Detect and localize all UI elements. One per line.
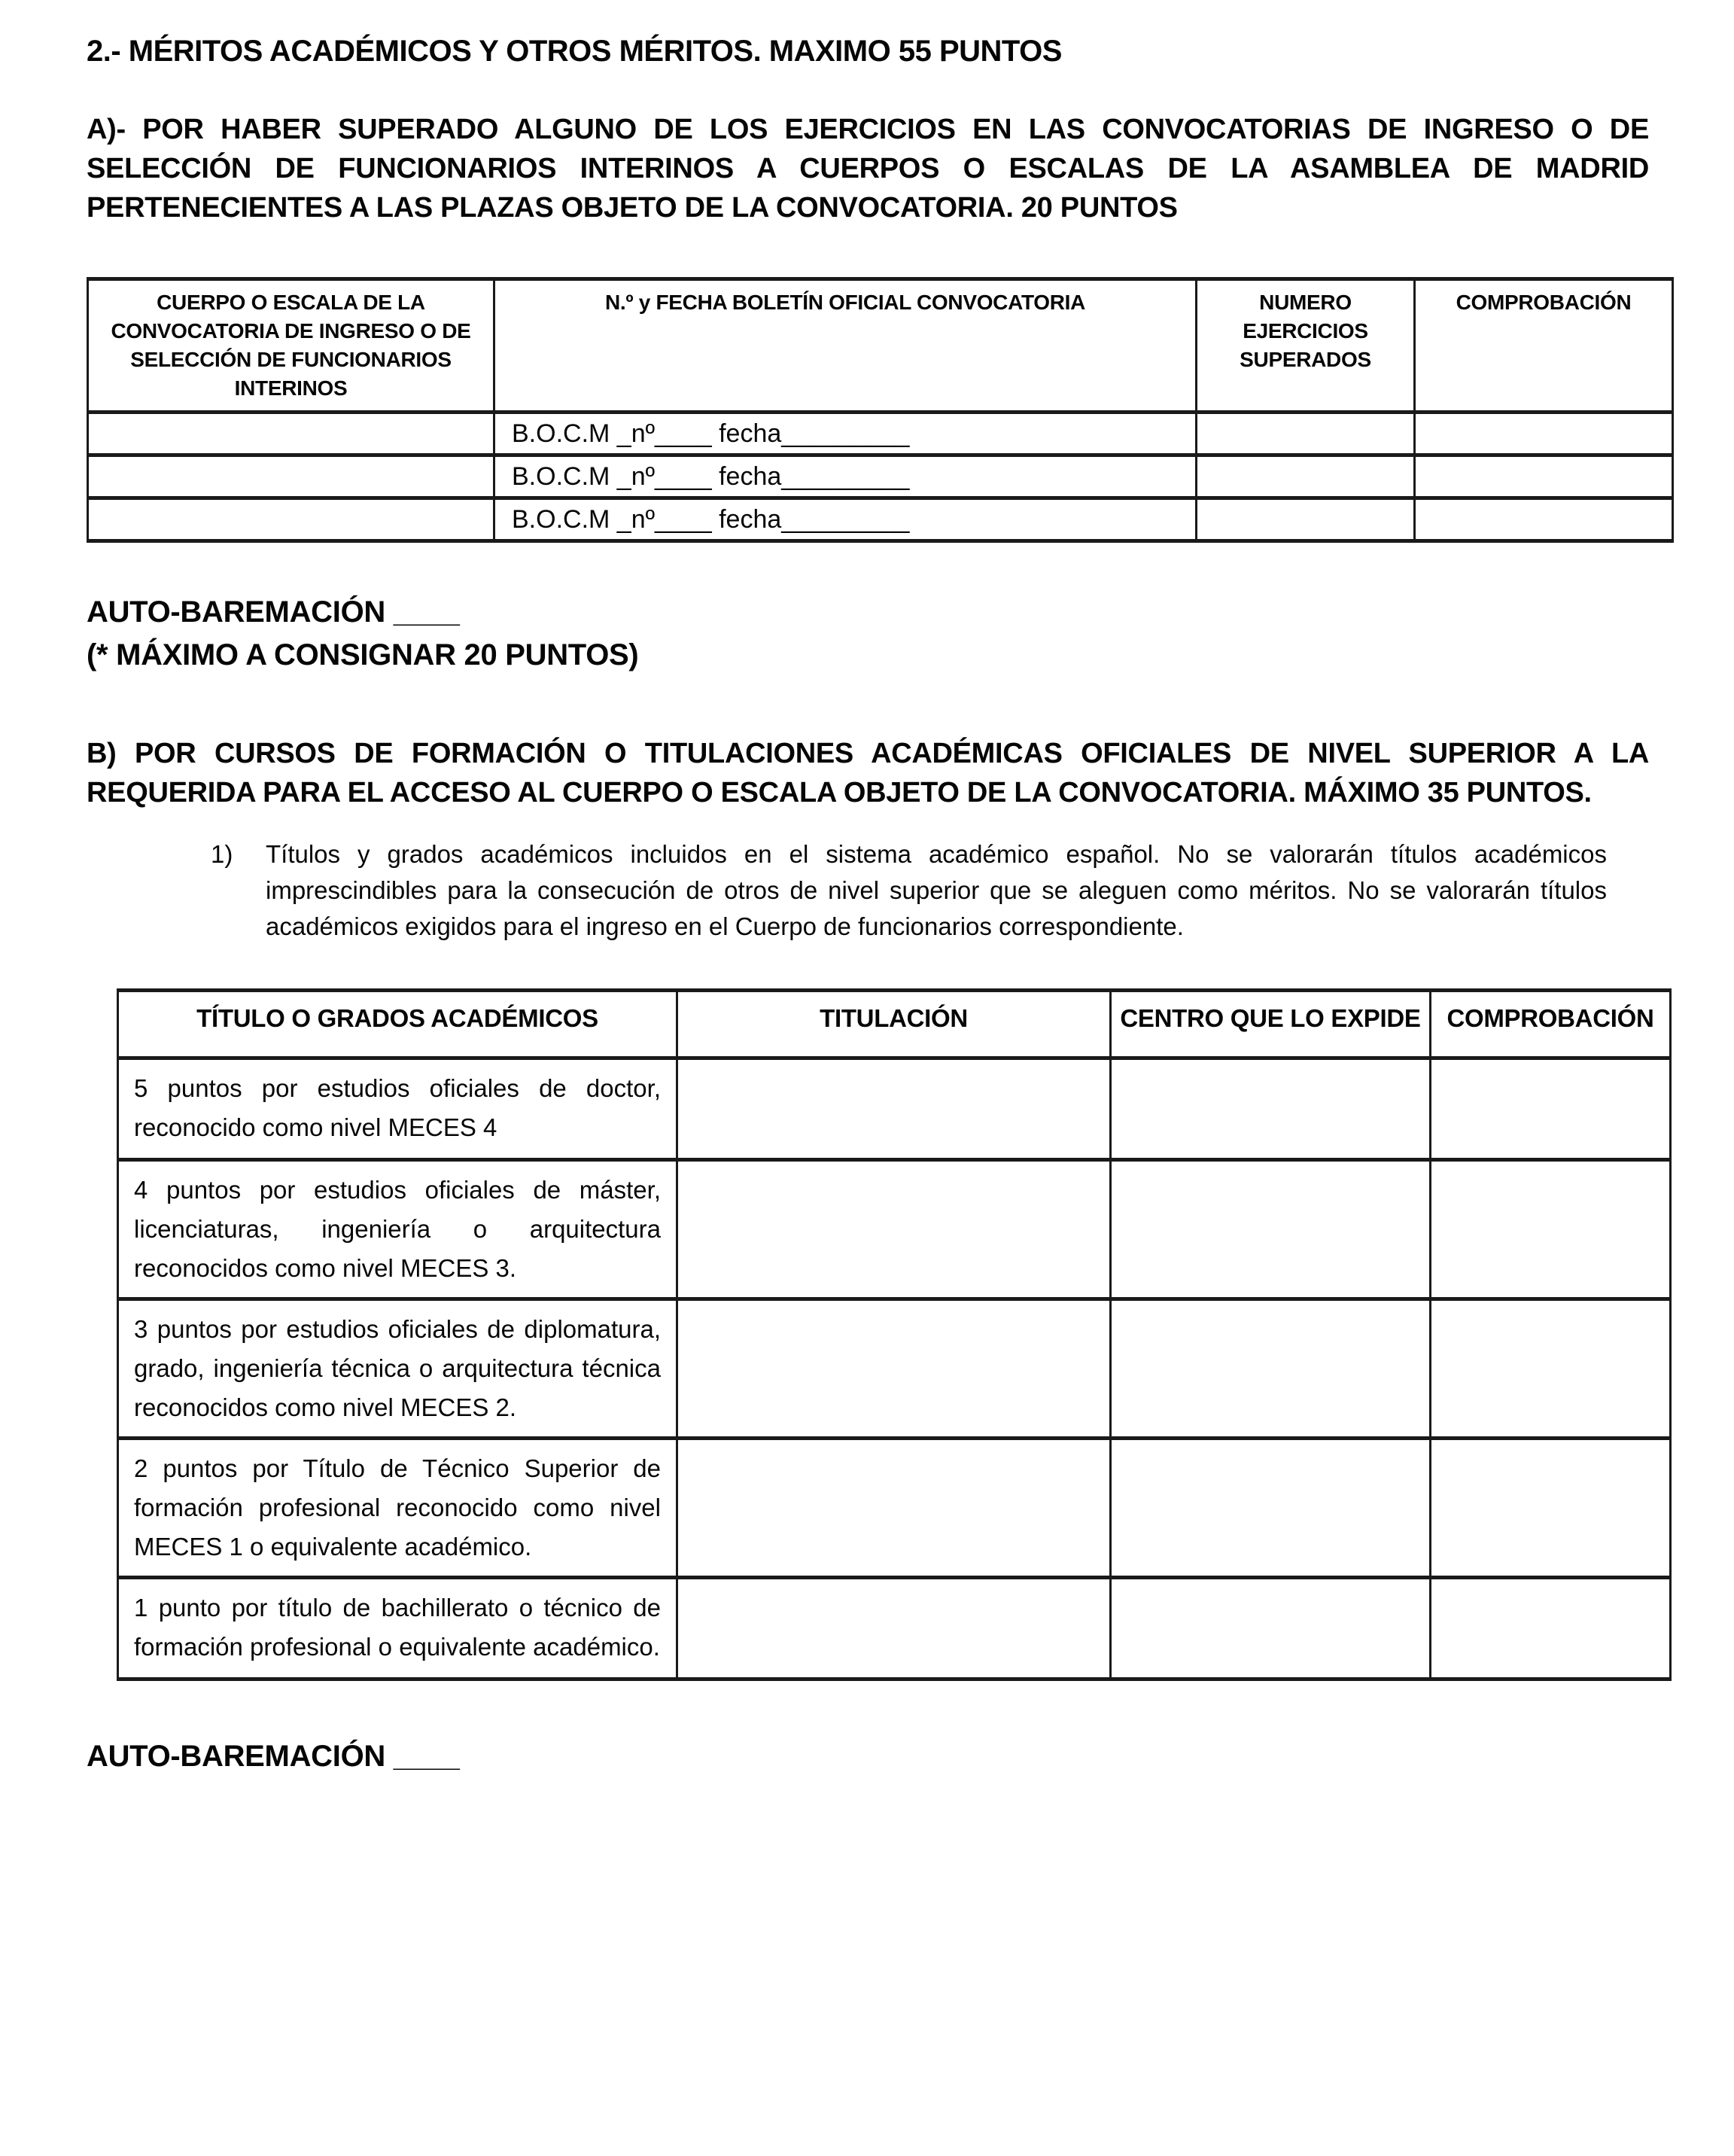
auto-baremacion-line: AUTO-BAREMACIÓN ____ xyxy=(87,1740,460,1773)
column-header-titulacion: TITULACIÓN xyxy=(677,991,1111,1058)
cell-comprobacion xyxy=(1415,413,1673,455)
cell-cuerpo xyxy=(88,413,494,455)
table-row xyxy=(118,1578,1671,1679)
cell-comprobacion xyxy=(1431,1299,1671,1439)
cell-titulo: 1 punto por título de bachillerato o técnico de formación profesional o equivalente académico. xyxy=(118,1578,677,1679)
cell-num-ejercicios xyxy=(1197,498,1415,541)
list-item-1 xyxy=(211,836,1607,945)
column-header-num-ejercicios: NUMERO EJERCICIOS SUPERADOS xyxy=(1197,279,1415,413)
table-row xyxy=(88,455,1673,498)
table-header-row xyxy=(118,991,1671,1058)
cell-centro xyxy=(1111,1578,1431,1679)
column-header-comprobacion: COMPROBACIÓN xyxy=(1431,991,1671,1058)
cell-centro xyxy=(1111,1160,1431,1299)
table-row xyxy=(118,1299,1671,1439)
table-header-row xyxy=(88,279,1673,413)
auto-baremacion-max-note: (* MÁXIMO A CONSIGNAR 20 PUNTOS) xyxy=(87,638,639,671)
table-row xyxy=(88,413,1673,455)
list-item-text: Títulos y grados académicos incluidos en el sistema académico español. No se valorarán títulos académicos imprescindibles para la consecución de otros de nivel superior que se aleguen como méritos. No se valorarán títulos académicos exigidos para el ingreso en el Cuerpo de funcionarios correspondiente. xyxy=(266,840,1607,940)
cell-comprobacion xyxy=(1431,1058,1671,1160)
section-title: 2.- MÉRITOS ACADÉMICOS Y OTROS MÉRITOS. MAXIMO 55 PUNTOS xyxy=(87,35,1062,68)
cell-cuerpo xyxy=(88,498,494,541)
cell-comprobacion xyxy=(1431,1578,1671,1679)
cell-centro xyxy=(1111,1299,1431,1439)
cell-comprobacion xyxy=(1431,1439,1671,1578)
column-header-titulo: TÍTULO O GRADOS ACADÉMICOS xyxy=(118,991,677,1058)
cell-titulo: 3 puntos por estudios oficiales de diplomatura, grado, ingeniería técnica o arquitectura técnica reconocidos como nivel MECES 2. xyxy=(118,1299,677,1439)
table-titulos xyxy=(117,988,1672,1681)
cell-boletin-blank: B.O.C.M _nº____ fecha_________ xyxy=(494,455,1197,498)
cell-titulo: 5 puntos por estudios oficiales de doctor, reconocido como nivel MECES 4 xyxy=(118,1058,677,1160)
column-header-boletin: N.º y FECHA BOLETÍN OFICIAL CONVOCATORIA xyxy=(494,279,1197,413)
column-header-cuerpo: CUERPO O ESCALA DE LA CONVOCATORIA DE INGRESO O DE SELECCIÓN DE FUNCIONARIOS INTERINOS xyxy=(88,279,494,413)
auto-baremacion-block-a xyxy=(87,591,1650,677)
list-item-number: 1) xyxy=(211,840,233,868)
table-row xyxy=(118,1160,1671,1299)
cell-comprobacion xyxy=(1415,455,1673,498)
cell-comprobacion xyxy=(1415,498,1673,541)
cell-boletin-blank: B.O.C.M _nº____ fecha_________ xyxy=(494,498,1197,541)
cell-titulo: 4 puntos por estudios oficiales de máster, licenciaturas, ingeniería o arquitectura reconocidos como nivel MECES 3. xyxy=(118,1160,677,1299)
cell-centro xyxy=(1111,1439,1431,1578)
table-convocatorias xyxy=(87,277,1674,543)
cell-titulacion xyxy=(677,1058,1111,1160)
table-row xyxy=(118,1058,1671,1160)
column-header-centro: CENTRO QUE LO EXPIDE xyxy=(1111,991,1431,1058)
cell-titulacion xyxy=(677,1299,1111,1439)
table-row xyxy=(88,498,1673,541)
cell-titulo: 2 puntos por Título de Técnico Superior de formación profesional reconocido como nivel MECES 1 o equivalente académico. xyxy=(118,1439,677,1578)
cell-titulacion xyxy=(677,1439,1111,1578)
cell-num-ejercicios xyxy=(1197,413,1415,455)
auto-baremacion-line: AUTO-BAREMACIÓN ____ xyxy=(87,595,460,629)
cell-centro xyxy=(1111,1058,1431,1160)
cell-titulacion xyxy=(677,1160,1111,1299)
paragraph-a: A)- POR HABER SUPERADO ALGUNO DE LOS EJERCICIOS EN LAS CONVOCATORIAS DE INGRESO O DE SELECCIÓN DE FUNCIONARIOS INTERINOS A CUERPOS O ESCALAS DE LA ASAMBLEA DE MADRID PERTENECIENTES A LAS PLAZAS OBJETO DE LA CONVOCATORIA. 20 PUNTOS xyxy=(87,114,1649,224)
cell-num-ejercicios xyxy=(1197,455,1415,498)
column-header-comprobacion: COMPROBACIÓN xyxy=(1415,279,1673,413)
cell-cuerpo xyxy=(88,455,494,498)
paragraph-b: B) POR CURSOS DE FORMACIÓN O TITULACIONES ACADÉMICAS OFICIALES DE NIVEL SUPERIOR A LA REQUERIDA PARA EL ACCESO AL CUERPO O ESCALA OBJETO DE LA CONVOCATORIA. MÁXIMO 35 PUNTOS. xyxy=(87,738,1649,808)
cell-comprobacion xyxy=(1431,1160,1671,1299)
auto-baremacion-block-b xyxy=(87,1735,1650,1778)
cell-titulacion xyxy=(677,1578,1111,1679)
cell-boletin-blank: B.O.C.M _nº____ fecha_________ xyxy=(494,413,1197,455)
table-row xyxy=(118,1439,1671,1578)
